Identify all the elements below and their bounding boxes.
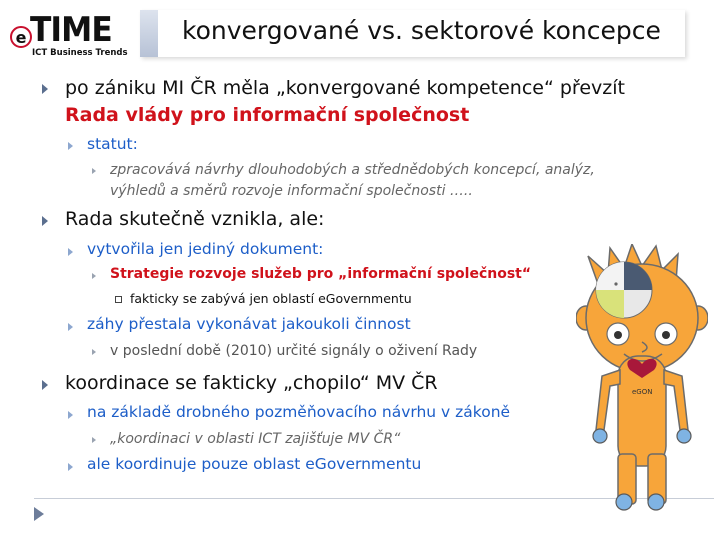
egon-label: eGON xyxy=(632,388,653,396)
logo-time-text: TIME xyxy=(30,10,112,50)
logo-subtitle: ICT Business Trends xyxy=(32,48,128,58)
bullet-l1-icon xyxy=(42,380,48,390)
bullet-l3-icon xyxy=(92,437,96,443)
bullet-l2-icon xyxy=(68,323,73,331)
next-slide-arrow-icon[interactable] xyxy=(34,507,44,521)
bullet-l1-text: Rada skutečně vznikla, ale: xyxy=(65,208,325,230)
egon-mascot-illustration xyxy=(576,244,708,520)
logo-e-mark: e xyxy=(10,26,32,48)
bullet-l1-text: koordinace se fakticky „chopilo“ MV ČR xyxy=(65,372,438,394)
bullet-l3-highlight: Strategie rozvoje služeb pro „informační společnost“ xyxy=(110,266,532,282)
slide-title-box xyxy=(140,10,685,57)
bullet-l3-icon xyxy=(92,273,96,279)
bullet-l2-text: statut: xyxy=(87,135,138,153)
bullet-l3-text: „koordinaci v oblasti ICT zajišťuje MV ČR“ xyxy=(110,431,401,447)
title-accent-bar xyxy=(140,10,158,57)
bullet-l2-text: záhy přestala vykonávat jakoukoli činnost xyxy=(87,315,411,333)
bullet-l3-text: v poslední době (2010) určité signály o oživení Rady xyxy=(110,343,478,359)
bullet-l3-text-cont: výhledů a směrů rozvoje informační společnosti ….. xyxy=(110,183,473,199)
bullet-l1-text: po zániku MI ČR měla „konvergované kompetence“ převzít xyxy=(65,77,625,99)
bullet-l2-text: na základě drobného pozměňovacího návrhu v zákoně xyxy=(87,403,511,421)
bullet-l1-icon xyxy=(42,84,48,94)
bullet-l1-icon xyxy=(42,216,48,226)
bullet-l2-text: ale koordinuje pouze oblast eGovernmentu xyxy=(87,455,422,473)
square-bullet-icon xyxy=(115,296,122,303)
bullet-l1-highlight: Rada vlády pro informační společnost xyxy=(65,104,470,126)
slide-title: konvergované vs. sektorové koncepce xyxy=(182,16,661,45)
bullet-l2-icon xyxy=(68,142,73,150)
bullet-l2-icon xyxy=(68,411,73,419)
bullet-l3-icon xyxy=(92,168,96,174)
bullet-l3-icon xyxy=(92,349,96,355)
bullet-l2-text: vytvořila jen jediný dokument: xyxy=(87,240,324,258)
bullet-l2-icon xyxy=(68,248,73,256)
bullet-l3-text: zpracovává návrhy dlouhodobých a střednědobých koncepcí, analýz, xyxy=(110,162,595,178)
etime-logo xyxy=(8,8,128,58)
bullet-l2-icon xyxy=(68,463,73,471)
bullet-l4-text: fakticky se zabývá jen oblastí eGovernmentu xyxy=(130,291,412,306)
